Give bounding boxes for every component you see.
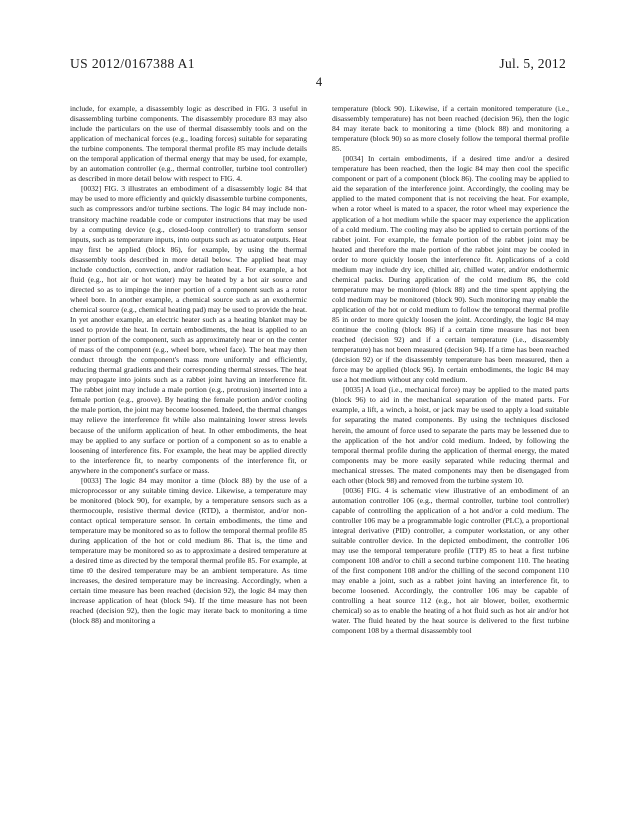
paragraph-0033: [0033] The logic 84 may monitor a time (block 88) by the use of a microprocessor or any suitable timing device. Likewise, a temperature may be monitored (block 90), for example, by a temperature sensors such as a thermocouple, resistive thermal device (RTD), a thermistor, and/or non-contact optical temperature sensor. In certain embodiments, the time and temperature may be monitored so as to follow the temporal thermal profile 85 during application of the hot or cold medium 86. That is, the time and temperature may be monitored so as to approximate a desired temperature at a desired time as directed by the temporal thermal profile 85. For example, at time t0 the desired temperature may be an ambient temperature. As time increases, the desired temperature may be increasing. Accordingly, when a certain time measure has been reached (decision 92), the logic 84 may then increase application of heat (block 94). If the time measure has not been reached (decision 92), then the logic may iterate back to monitoring a time (block 88) and monitoring a	[70, 475, 307, 626]
right-text-column	[332, 104, 569, 636]
left-text-column	[70, 104, 307, 626]
paragraph-0036: [0036] FIG. 4 is schematic view illustrative of an embodiment of an automation controller 106 (e.g., thermal controller, turbine tool controller) capable of controlling the application of a hot and/or a cold medium. The controller 106 may be a programmable logic controller (PLC), a proportional integral derivative (PID) controller, a computer workstation, or any other suitable controller device. In the depicted embodiment, the controller 106 may use the temporal temperature profile (TTP) 85 to heat a first turbine component 108 and/or to chill a second turbine component 110. The heating of the first component 108 and/or the chilling of the second component 110 may enable a joint, such as a rabbet joint having an interference fit, to become loosened. Accordingly, the controller 106 may be capable of controlling a heat source 112 (e.g., hot air blower, boiler, exothermic chemical) so as to enable the heating of a hot fluid such as hot air and/or hot water. The fluid heated by the heat source is delivered to the first turbine component 108 by a thermal disassembly tool	[332, 485, 569, 636]
paragraph: include, for example, a disassembly logic as described in FIG. 3 useful in disassembling turbine components. The disassembly procedure 83 may also include the particulars on the use of thermal disassembly tools and on the application of mechanical forces (e.g., loading forces) suitable for separating the turbine components. The temporal thermal profile 85 may include details on the temporal application of thermal energy that may be used, for example, by an automation controller (e.g., thermal controller, turbine tool controller) as described in more detail below with respect to FIG. 4.	[70, 104, 307, 184]
paragraph-0035: [0035] A load (i.e., mechanical force) may be applied to the mated parts (block 96) to aid in the mechanical separation of the mated parts. For example, a lift, a winch, a hoist, or jack may be used to apply a load suitable for separating the mated components. By using the techniques disclosed herein, the amount of force used to separate the parts may be lessened due to the application of the hot and/or cold medium. Indeed, by following the temporal thermal profile during the application of thermal energy, the mated components may be more easily separated while reducing thermal and mechanical stresses. The mated components may then be disengaged from each other (block 98) and removed from the turbine system 10.	[332, 385, 569, 485]
paragraph-0032: [0032] FIG. 3 illustrates an embodiment of a disassembly logic 84 that may be used to more efficiently and quickly disassemble turbine components, such as compressors and/or turbine sections. The logic 84 may include non-transitory machine readable code or computer instructions that may be used by a computing device (e.g., closed-loop controller) to transform sensor inputs, such as temperature inputs, into outputs such as actuator outputs. Heat may first be applied (block 86), for example, by using the thermal disassembly tools described in more detail below. The applied heat may include conduction, convection, and/or radiation heat. For example, a hot fluid (e.g., hot air or hot water) may be heated by a hot air source and directed so as to impinge the inner portion of a component such as a rotor wheel bore. In another example, a chemical source such as an exothermic chemical source (e.g., chemical heating pad) may be used to provide the heat. In yet another example, an electric heater such as a heating blanket may be used to provide the heat. In certain embodiments, the heat is applied to an inner portion of the component, such as approximately near or on the center of mass of the component (e.g., wheel bore, wheel face). The heat may then conduct through the component's mass more uniformly and efficiently, reducing thermal gradients and their corresponding thermal stresses. The heat may propagate into joints such as a rabbet joint having an interference fit. The rabbet joint may include a male portion (e.g., protrusion) inserted into a female portion (e.g., groove). By heating the female portion and/or cooling the male portion, the joint may become loosened. Indeed, the thermal changes may relieve the interference fit while also maintaining lower stress levels because of the uniform application of heat. In other embodiments, the heat may be applied to any surface or portion of a component so as to enable a loosening of interference fits. For example, the heat may be applied directly to the interference fit, to nearby components of the interference fit, or anywhere in the component's surface or mass.	[70, 184, 308, 475]
paragraph-0034: [0034] In certain embodiments, if a desired time and/or a desired temperature has been reached, then the logic 84 may then cool the specific component or part of a component (block 86). The cooling may be applied to aid the separation of the interference joint. Accordingly, the cooling may be applied to the mated component that is not receiving the heat. For example, when a rotor wheel is mated to a spacer, the rotor wheel may experience the application of a hot medium while the spacer may experience the application of a cold medium. The cooling may also be applied to certain portions of the rabbet joint. For example, the female portion of the rabbet joint may be heated and therefore the male portion of the rabbet joint may be cooled in order to more quickly loosen the interference fit. Applications of a cold medium may include dry ice, chilled air, chilled water, and/or endothermic chemical packs. During application of the cold medium 86, the cold temperature may be monitored (block 88) and the time spent applying the cold medium may be monitored (block 90). Such monitoring may enable the application of the hot or cold medium to follow the temporal thermal profile 85 in order to more quickly loosen the joint. Accordingly, the logic 84 may continue the cooling (block 86) if a certain time measure has not been reached (decision 92) and if a certain temperature (i.e., disassembly temperature) has not been measured (decision 94). If a time has been reached (decision 92) or if the disassembly temperature has been measured, then a force may be applied (block 96). In certain embodiments, the logic 84 may use a hot medium without any cold medium.	[332, 154, 569, 385]
paragraph: temperature (block 90). Likewise, if a certain monitored temperature (i.e., disassembly temperature) has not been reached (decision 96), then the logic 84 may iterate back to monitoring a time (block 88) and monitoring a temperature (block 90) so as more closely follow the temporal thermal profile 85.	[332, 104, 569, 154]
publication-date: Jul. 5, 2012	[499, 56, 566, 71]
page-number: 4	[315, 75, 323, 89]
publication-number: US 2012/0167388 A1	[70, 56, 195, 71]
